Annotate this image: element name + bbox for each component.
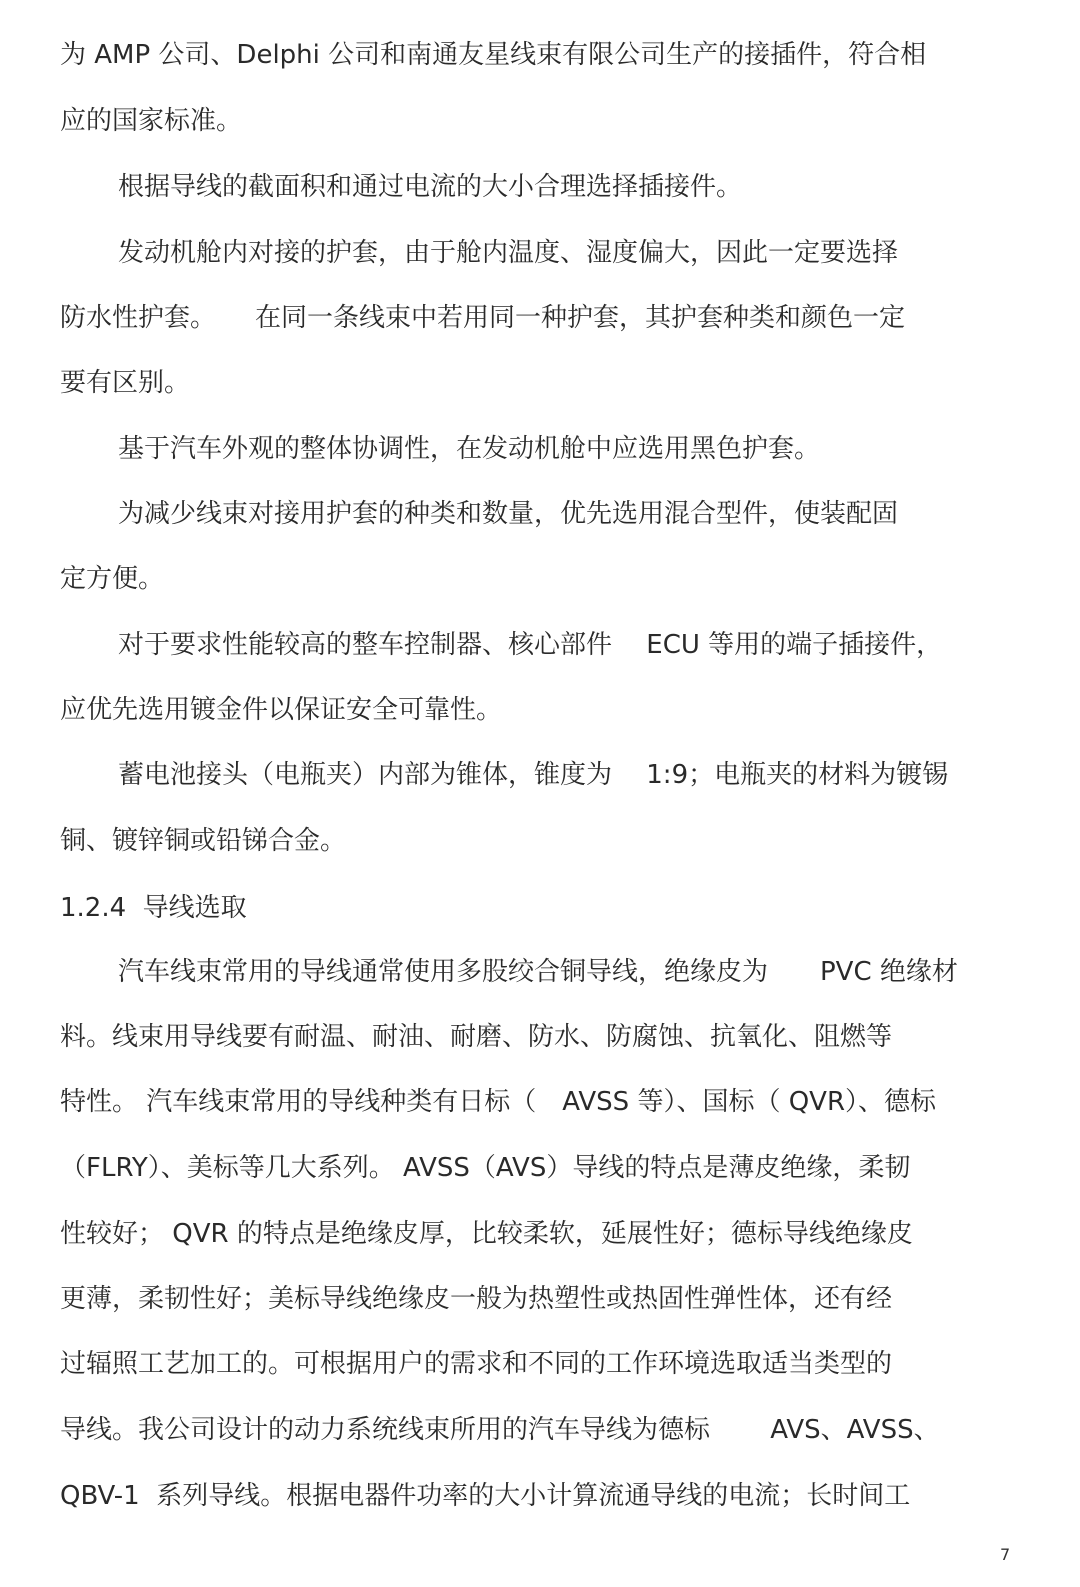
- text-line-11: 应优先选用镀金件以保证安全可靠性。: [60, 695, 503, 725]
- text-line-2: 应的国家标准。: [60, 106, 243, 136]
- text-line-22: 导线。我公司设计的动力系统线束所用的汽车导线为德标 AVS、AVSS、: [60, 1415, 940, 1445]
- section-heading: 1.2.4 导线选取: [60, 893, 247, 923]
- text-line-17: 特性。 汽车线束常用的导线种类有日标（ AVSS 等）、国标（ QVR）、德标: [60, 1087, 937, 1117]
- text-line-6: 要有区别。: [60, 368, 191, 398]
- page-number: 7: [1000, 1545, 1011, 1564]
- text-line-3: 根据导线的截面积和通过电流的大小合理选择插接件。: [118, 172, 743, 202]
- text-line-8: 为减少线束对接用护套的种类和数量，优先选用混合型件，使装配固: [118, 499, 899, 529]
- text-line-23: QBV-1 系列导线。根据电器件功率的大小计算流通导线的电流；长时间工: [60, 1481, 911, 1511]
- text-line-16: 料。线束用导线要有耐温、耐油、耐磨、防水、防腐蚀、抗氧化、阻燃等: [60, 1022, 893, 1052]
- text-line-18: （FLRY）、美标等几大系列。 AVSS（AVS）导线的特点是薄皮绝缘，柔韧: [60, 1153, 911, 1183]
- text-line-12: 蓄电池接头（电瓶夹）内部为锥体，锥度为 1:9；电瓶夹的材料为镀锡: [118, 760, 949, 790]
- text-line-7: 基于汽车外观的整体协调性，在发动机舱中应选用黑色护套。: [118, 434, 821, 464]
- text-line-13: 铜、镀锌铜或铅锑合金。: [60, 826, 347, 856]
- text-line-4: 发动机舱内对接的护套，由于舱内温度、湿度偏大，因此一定要选择: [118, 238, 899, 268]
- text-line-9: 定方便。: [60, 564, 165, 594]
- text-line-20: 更薄，柔韧性好；美标导线绝缘皮一般为热塑性或热固性弹性体，还有经: [60, 1284, 893, 1314]
- text-line-1: 为 AMP 公司、Delphi 公司和南通友星线束有限公司生产的接插件，符合相: [60, 40, 927, 70]
- text-line-10: 对于要求性能较高的整车控制器、核心部件 ECU 等用的端子插接件，: [118, 630, 943, 660]
- text-line-15: 汽车线束常用的导线通常使用多股绞合铜导线，绝缘皮为 PVC 绝缘材: [118, 957, 958, 987]
- text-line-19: 性较好； QVR 的特点是绝缘皮厚，比较柔软，延展性好；德标导线绝缘皮: [60, 1219, 913, 1249]
- text-line-5: 防水性护套。 在同一条线束中若用同一种护套，其护套种类和颜色一定: [60, 303, 906, 333]
- text-line-21: 过辐照工艺加工的。可根据用户的需求和不同的工作环境选取适当类型的: [60, 1349, 893, 1379]
